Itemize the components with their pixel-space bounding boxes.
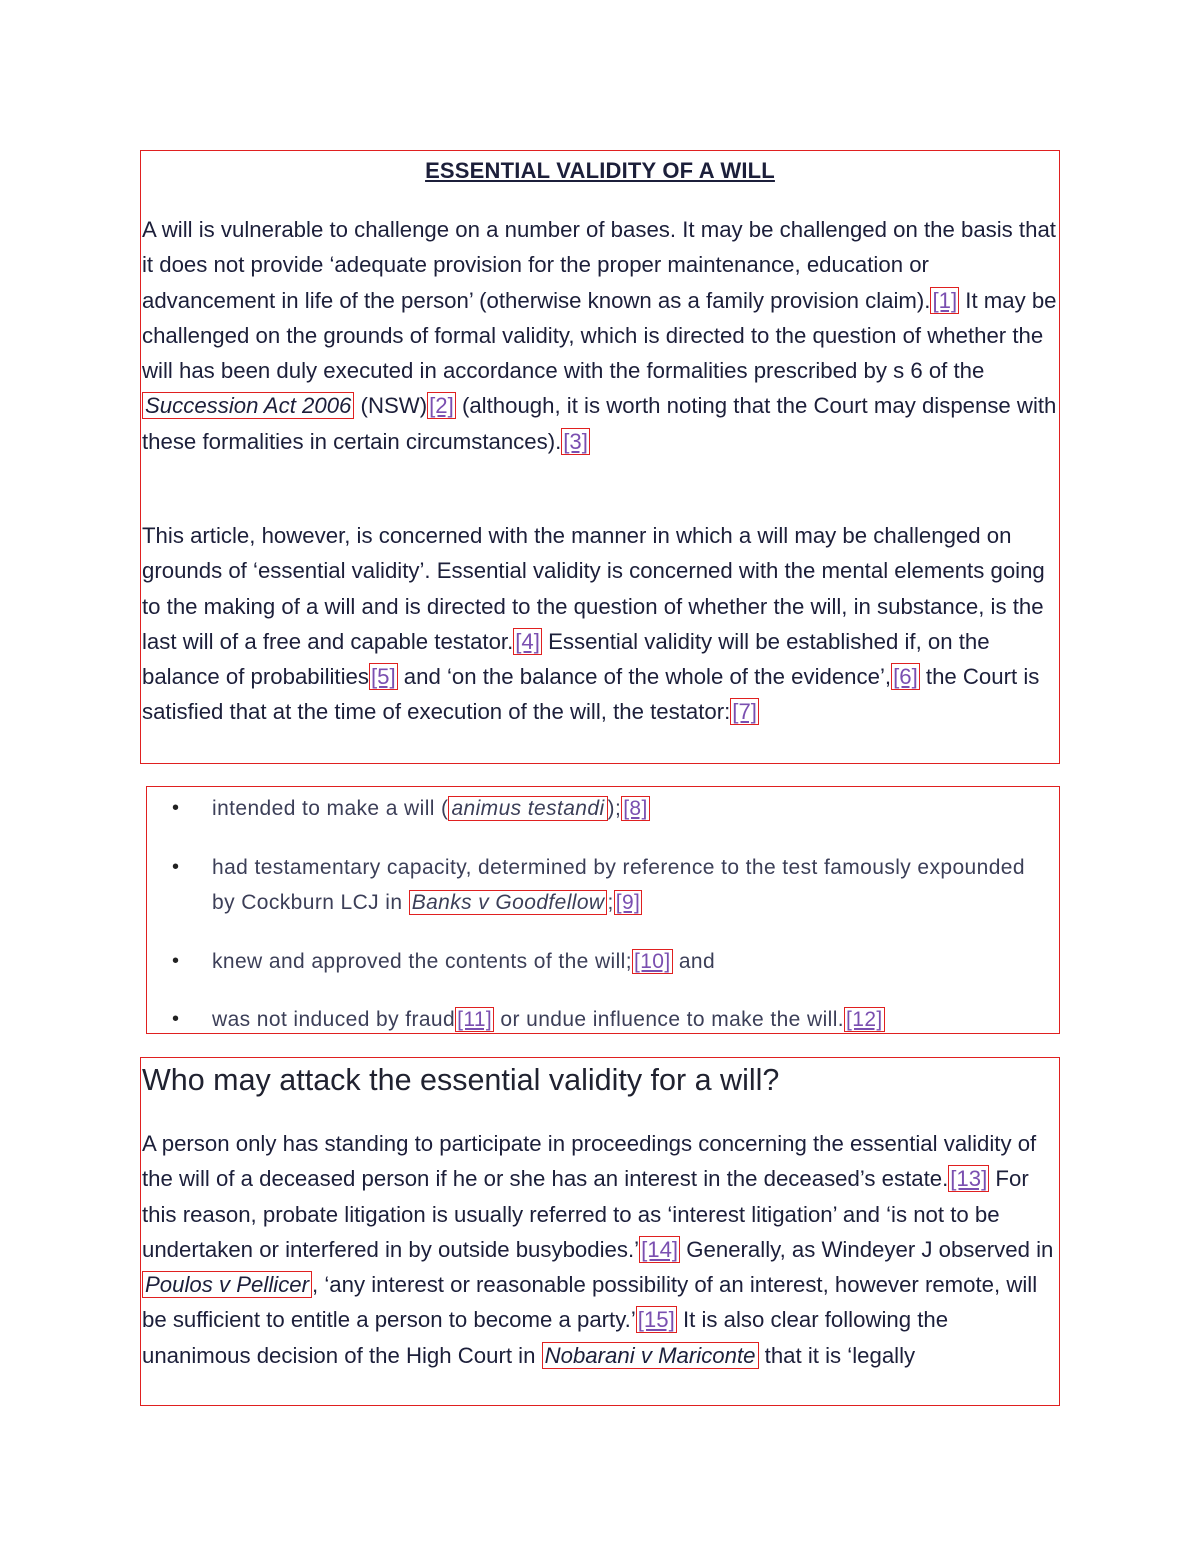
list-item: • knew and approved the contents of the will;[10] and xyxy=(142,944,1042,979)
document-title: ESSENTIAL VALIDITY OF A WILL xyxy=(425,158,775,183)
latin-term: animus testandi xyxy=(448,796,607,821)
footnote-link-11[interactable]: [11] xyxy=(457,1008,493,1031)
para3-text: For this reason, probate litigation is usually referred to as ‘interest litigation’ and ‘is not to be undertaken or interfered in by outside busybodies.’ xyxy=(142,1166,1029,1262)
para3-text: Generally, as Windeyer J observed in xyxy=(680,1236,1054,1262)
para3-text: A person only has standing to participate in proceedings concerning the essential validity of the will of a deceased person if he or she has an interest in the deceased’s estate. xyxy=(142,1131,1037,1192)
para1-text: A will is vulnerable to challenge on a number of bases. It may be challenged on the basis that it does not provide ‘adequate provision for the proper maintenance, education or advancement in life of the person’ (otherwise known as a family provision claim). xyxy=(142,217,1056,313)
list-item: • had testamentary capacity, determined by reference to the test famously expounded by Cockburn LCJ in Banks v Goodfellow ;[9] xyxy=(142,850,1042,920)
footnote-link-3[interactable]: [3] xyxy=(563,428,588,454)
testator-requirements-list xyxy=(142,791,1042,1037)
paragraph-standing xyxy=(142,1126,1062,1373)
footnote-link-12[interactable]: [12] xyxy=(846,1008,883,1031)
footnote-link-1[interactable]: [1] xyxy=(932,287,958,313)
footnote-link-10[interactable]: [10] xyxy=(633,950,671,973)
footnote-link-6[interactable]: [6] xyxy=(893,664,918,690)
para3-text: It is also clear following the unanimous decision of the High Court in xyxy=(142,1307,949,1368)
statute-reference: Succession Act 2006 xyxy=(142,392,354,419)
footnote-link-9[interactable]: [9] xyxy=(615,891,641,914)
footnote-link-5[interactable]: [5] xyxy=(370,664,396,690)
list-item: • intended to make a will ( animus testandi );[8] xyxy=(142,791,1042,826)
para2-text: the Court is satisfied that at the time of execution of the will, the testator: xyxy=(142,664,1040,725)
footnote-link-7[interactable]: [7] xyxy=(732,699,757,725)
case-reference: Nobarani v Mariconte xyxy=(542,1342,759,1369)
footnote-link-8[interactable]: [8] xyxy=(623,797,648,820)
bullet-icon: • xyxy=(172,856,180,878)
para3-text: , ‘any interest or reasonable possibility of an interest, however remote, will be sufficient to entitle a person to become a party.’ xyxy=(142,1272,1038,1333)
bullet-icon: • xyxy=(172,950,180,972)
paragraph-intro xyxy=(142,212,1062,459)
para3-text: that it is ‘legally xyxy=(758,1342,916,1368)
case-reference: Banks v Goodfellow xyxy=(409,890,608,915)
footnote-link-2[interactable]: [2] xyxy=(429,393,454,419)
footnote-link-4[interactable]: [4] xyxy=(515,628,540,654)
para1-text: (although, it is worth noting that the Court may dispense with these formalities in certain circumstances). xyxy=(142,393,1057,454)
list-item: • was not induced by fraud[11] or undue influence to make the will.[12] xyxy=(142,1002,1042,1037)
bullet-icon: • xyxy=(172,1008,180,1030)
para2-text: and ‘on the balance of the whole of the evidence’, xyxy=(397,664,892,690)
section-heading: Who may attack the essential validity for a will? xyxy=(142,1063,780,1097)
para1-text: (NSW) xyxy=(354,393,428,419)
paragraph-essential-validity xyxy=(142,518,1062,730)
para2-text: Essential validity will be established if, on the balance of probabilities xyxy=(142,628,990,690)
bullet-icon: • xyxy=(172,797,180,819)
footnote-link-14[interactable]: [14] xyxy=(641,1236,679,1262)
footnote-link-13[interactable]: [13] xyxy=(950,1166,988,1192)
case-reference: Poulos v Pellicer xyxy=(142,1271,312,1298)
para1-text: It may be challenged on the grounds of formal validity, which is directed to the question of whether the will has been duly executed in accordance with the formalities prescribed by s 6 of the xyxy=(142,287,1057,384)
para2-text: This article, however, is concerned with the manner in which a will may be challenged on grounds of ‘essential validity’. Essential validity is concerned with the mental elements going to the making of a will and is directed to the question of whether the will, in substance, is the last will of a free and capable testator. xyxy=(142,523,1045,654)
footnote-link-15[interactable]: [15] xyxy=(637,1307,675,1333)
